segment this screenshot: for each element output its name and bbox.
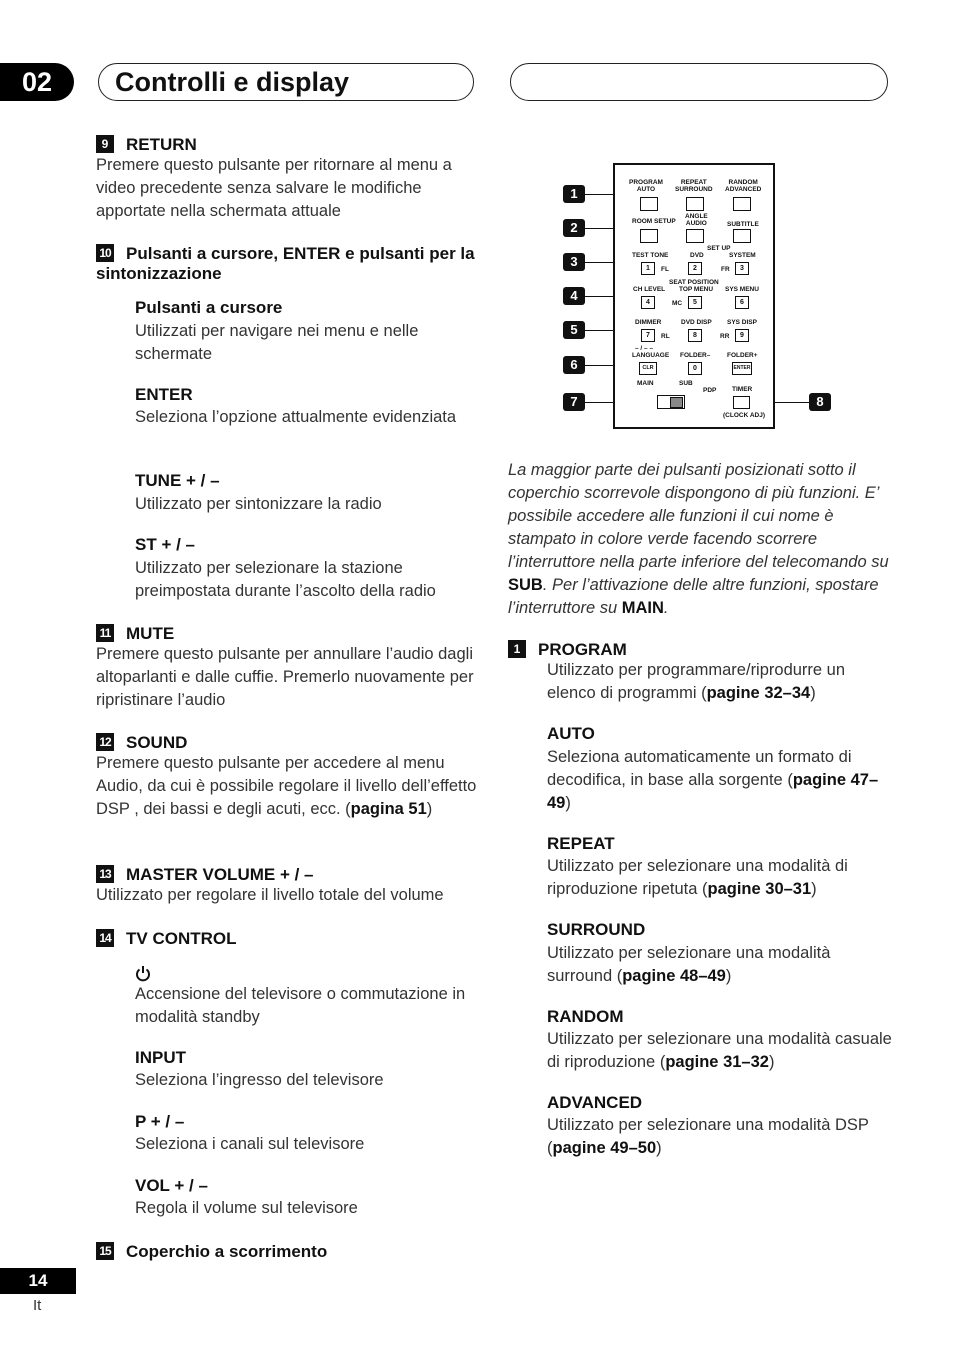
tune-text: Utilizzato per sintonizzare la radio bbox=[135, 495, 382, 513]
callout-7: 7 bbox=[563, 393, 585, 411]
enter-text: Seleziona l’opzione attualmente evidenziata bbox=[135, 408, 457, 426]
random-advanced-label: RANDOM ADVANCED bbox=[725, 179, 762, 193]
subtitle-label: SUBTITLE bbox=[727, 221, 759, 228]
repeat-button[interactable] bbox=[686, 197, 704, 211]
angle-audio-label: ANGLE AUDIO bbox=[685, 213, 708, 227]
st-text: Utilizzato per selezionare la stazione preimpostata durante l’ascolto della radio bbox=[135, 559, 436, 600]
enter-heading: ENTER bbox=[135, 385, 193, 404]
cursor-text: Utilizzati per navigare nei menu e nelle schermate bbox=[135, 322, 419, 363]
key-6[interactable]: 6 bbox=[735, 296, 749, 309]
input-text: Seleziona l’ingresso del televisore bbox=[135, 1071, 384, 1089]
section-11-number: 11 bbox=[96, 624, 114, 642]
dvd-label: DVD bbox=[690, 252, 704, 259]
setup-label: SET UP bbox=[707, 245, 731, 252]
key-1[interactable]: 1 bbox=[641, 262, 655, 275]
key-7[interactable]: 7 bbox=[641, 329, 655, 342]
header-blank-tab bbox=[510, 63, 888, 101]
right-section-1-heading: 1 PROGRAM bbox=[508, 640, 893, 660]
random-button[interactable] bbox=[733, 197, 751, 211]
key-2[interactable]: 2 bbox=[688, 262, 702, 275]
power-icon bbox=[135, 965, 151, 982]
repeat-surround-label: REPEAT SURROUND bbox=[675, 179, 713, 193]
power-text: Accensione del televisore o commutazione in modalità standby bbox=[135, 985, 466, 1026]
repeat-heading: REPEAT bbox=[547, 834, 615, 853]
chapter-title: Controlli e display bbox=[98, 63, 474, 101]
key-8[interactable]: 8 bbox=[688, 329, 702, 342]
advanced-text: Utilizzato per selezionare una modalità DSP (pagine 49–50) bbox=[547, 1116, 869, 1157]
room-setup-label: ROOM SETUP bbox=[632, 218, 676, 225]
surround-heading: SURROUND bbox=[547, 920, 646, 939]
room-setup-button[interactable] bbox=[640, 229, 658, 243]
callout-6: 6 bbox=[563, 356, 585, 374]
input-heading: INPUT bbox=[135, 1048, 186, 1067]
subtitle-button[interactable] bbox=[733, 229, 751, 243]
vol-text: Regola il volume sul televisore bbox=[135, 1199, 358, 1217]
section-12-heading: 12 SOUND bbox=[96, 733, 480, 753]
remote-control: PROGRAM AUTO REPEAT SURROUND RANDOM ADVANCED ROOM SETUP ANGLE AUDIO SUBTITLE SET UP TEST TONE DVD SYSTEM 1 FL 2 FR 3 SEAT POSITION CH LEVEL TOP MENU SYS MENU 4 MC 5 6 DIMMER DVD DISP SYS DISP 7 RL 8 RR 9 – / – – LANGUAGE FOLDER– FOLDER+ CLR 0 ENTER MAIN SUB PDP TIMER (CLOCK ADJ) bbox=[613, 163, 775, 429]
callout-5: 5 bbox=[563, 321, 585, 339]
callout-2: 2 bbox=[563, 219, 585, 237]
program-button[interactable] bbox=[640, 197, 658, 211]
seat-position-label: SEAT POSITION bbox=[669, 279, 719, 286]
test-tone-label: TEST TONE bbox=[632, 252, 669, 259]
auto-heading: AUTO bbox=[547, 724, 595, 743]
section-11-text: Premere questo pulsante per annullare l’audio dagli altoparlanti e dalle cuffie. Premerlo nuovamente per ripristinare l’audio bbox=[96, 645, 474, 709]
timer-button[interactable] bbox=[733, 396, 750, 409]
chapter-number: 02 bbox=[0, 63, 74, 101]
section-9-text: Premere questo pulsante per ritornare al menu a video precedente senza salvare le modifiche apportate nella schermata attuale bbox=[96, 156, 452, 220]
section-9-number: 9 bbox=[96, 135, 114, 153]
section-15-heading: 15 Coperchio a scorrimento bbox=[96, 1242, 480, 1262]
section-13-text: Utilizzato per regolare il livello totale del volume bbox=[96, 886, 444, 904]
advanced-heading: ADVANCED bbox=[547, 1093, 643, 1112]
surround-text: Utilizzato per selezionare una modalità surround (pagine 48–49) bbox=[547, 944, 831, 985]
section-12-number: 12 bbox=[96, 733, 114, 751]
section-14-heading: 14 TV CONTROL bbox=[96, 929, 480, 949]
vol-heading: VOL + / – bbox=[135, 1176, 208, 1195]
tune-heading: TUNE + / – bbox=[135, 471, 220, 490]
right-section-1-number: 1 bbox=[508, 640, 526, 658]
enter-button[interactable]: ENTER bbox=[732, 362, 752, 375]
system-label: SYSTEM bbox=[729, 252, 756, 259]
section-10-heading: 10 Pulsanti a cursore, ENTER e pulsanti per la sintonizzazione bbox=[96, 244, 475, 283]
audio-button[interactable] bbox=[686, 229, 704, 243]
section-10-number: 10 bbox=[96, 244, 114, 262]
random-heading: RANDOM bbox=[547, 1007, 624, 1026]
key-4[interactable]: 4 bbox=[641, 296, 655, 309]
page-number: 14 bbox=[0, 1268, 76, 1294]
section-9-heading: 9 RETURN bbox=[96, 135, 480, 155]
program-auto-label: PROGRAM AUTO bbox=[629, 179, 663, 193]
key-9[interactable]: 9 bbox=[735, 329, 749, 342]
callout-1: 1 bbox=[563, 185, 585, 203]
key-5[interactable]: 5 bbox=[688, 296, 702, 309]
repeat-text: Utilizzato per selezionare una modalità di riproduzione ripetuta (pagine 30–31) bbox=[547, 857, 848, 898]
p-text: Seleziona i canali sul televisore bbox=[135, 1135, 365, 1153]
program-text: Utilizzato per programmare/riprodurre un elenco di programmi (pagine 32–34) bbox=[547, 661, 846, 702]
key-0[interactable]: 0 bbox=[688, 362, 702, 375]
clr-button[interactable]: CLR bbox=[639, 362, 657, 375]
auto-text: Seleziona automaticamente un formato di decodifica, in base alla sorgente (pagine 47–49) bbox=[547, 748, 879, 812]
callout-4: 4 bbox=[563, 287, 585, 305]
key-3[interactable]: 3 bbox=[735, 262, 749, 275]
intro-paragraph: La maggior parte dei pulsanti posizionati sotto il coperchio scorrevole dispongono di più funzioni. E’ possibile accedere alle funzioni il cui nome è stampato in colore verde facendo scorrere l’interruttore nella parte inferiore del telecomando su SUB. Per l’attivazione delle altre funzioni, spostare l’interruttore su MAIN. bbox=[508, 461, 889, 617]
section-13-number: 13 bbox=[96, 865, 114, 883]
section-14-number: 14 bbox=[96, 929, 114, 947]
language-code: It bbox=[33, 1297, 42, 1314]
st-heading: ST + / – bbox=[135, 535, 195, 554]
p-heading: P + / – bbox=[135, 1112, 185, 1131]
section-13-heading: 13 MASTER VOLUME + / – bbox=[96, 865, 480, 885]
callout-3: 3 bbox=[563, 253, 585, 271]
callout-8: 8 bbox=[809, 393, 831, 411]
cursor-heading: Pulsanti a cursore bbox=[135, 298, 283, 317]
main-sub-switch[interactable] bbox=[657, 395, 685, 409]
section-11-heading: 11 MUTE bbox=[96, 624, 480, 644]
random-text: Utilizzato per selezionare una modalità casuale di riproduzione (pagine 31–32) bbox=[547, 1030, 892, 1071]
section-15-number: 15 bbox=[96, 1242, 114, 1260]
section-12-text: Premere questo pulsante per accedere al menu Audio, da cui è possibile regolare il livello dell’effetto DSP , dei bassi e degli acuti, ecc. (pagina 51) bbox=[96, 754, 477, 818]
